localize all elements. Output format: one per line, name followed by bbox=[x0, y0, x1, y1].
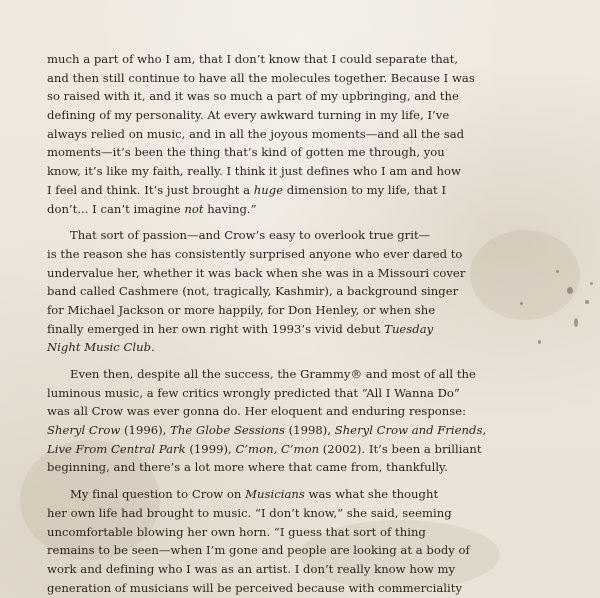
text-run: dimension to my life, that I bbox=[283, 182, 447, 197]
text-run: (1996), bbox=[120, 423, 171, 438]
text-run: (2002). It’s been a brilliant bbox=[319, 441, 482, 456]
text-run: generation of musicians will be perceived because with commerciality bbox=[47, 580, 463, 595]
paragraph bbox=[47, 485, 553, 597]
italic-text-run: not bbox=[184, 201, 204, 216]
text-line bbox=[47, 338, 553, 357]
text-line bbox=[47, 143, 553, 162]
paragraph bbox=[47, 226, 553, 357]
text-run: and then still continue to have all the molecules together. Because I was bbox=[47, 70, 475, 85]
text-line bbox=[47, 402, 553, 421]
text-run: for Michael Jackson or more happily, for Don Henley, or when she bbox=[47, 302, 436, 317]
article-text bbox=[47, 50, 553, 597]
text-line bbox=[47, 162, 553, 181]
text-line bbox=[47, 541, 553, 560]
text-line bbox=[47, 245, 553, 264]
text-line bbox=[47, 560, 553, 579]
italic-text-run: Sheryl Crow and Friends, bbox=[334, 423, 487, 438]
text-run: know, it’s like my faith, really. I think it just defines who I am and how bbox=[47, 164, 461, 179]
stain-mark bbox=[567, 287, 573, 294]
text-line bbox=[47, 421, 553, 440]
paragraph-gap bbox=[47, 357, 553, 365]
text-run: so raised with it, and it was so much a part of my upbringing, and the bbox=[47, 89, 459, 104]
stain-mark bbox=[556, 270, 559, 273]
italic-text-run: The Globe Sessions bbox=[170, 423, 285, 438]
text-run: having.” bbox=[203, 201, 257, 216]
text-run: finally emerged in her own right with 1993’s vivid debut bbox=[47, 321, 385, 336]
text-run: Even then, despite all the success, the Grammy® and most of all the bbox=[70, 367, 476, 381]
text-line bbox=[47, 504, 553, 523]
stain-mark bbox=[590, 282, 593, 285]
text-run: . bbox=[151, 340, 155, 355]
italic-text-run: Night Music Club bbox=[47, 340, 152, 355]
text-run: undervalue her, whether it was back when she was in a Missouri cover bbox=[47, 265, 466, 280]
text-run: was what she thought bbox=[304, 487, 439, 502]
italic-text-run: Live From Central Park bbox=[47, 441, 186, 456]
text-line bbox=[47, 226, 553, 245]
paragraph-gap bbox=[47, 218, 553, 226]
text-run: luminous music, a few critics wrongly predicted that “All I Wanna Do” bbox=[47, 385, 460, 400]
text-run: don’t... I can’t imagine bbox=[47, 201, 185, 216]
paragraph bbox=[47, 50, 553, 218]
text-line bbox=[47, 301, 553, 320]
text-line bbox=[47, 365, 553, 384]
text-run: My final question to Crow on bbox=[70, 487, 246, 502]
text-run: (1998), bbox=[284, 423, 335, 438]
text-line bbox=[47, 181, 553, 200]
text-run: work and defining who I was as an artist. I don’t really know how my bbox=[47, 561, 456, 576]
text-line bbox=[47, 440, 553, 459]
italic-text-run: C’mon, C’mon bbox=[235, 441, 320, 456]
text-line bbox=[47, 106, 553, 125]
italic-text-run: Sheryl Crow bbox=[47, 423, 121, 438]
text-run: I feel and think. It’s just brought a bbox=[47, 182, 254, 197]
italic-text-run: huge bbox=[253, 182, 284, 197]
text-run: That sort of passion—and Crow’s easy to overlook true grit— bbox=[70, 228, 431, 243]
text-run: moments—it’s been the thing that’s kind of gotten me through, you bbox=[47, 145, 445, 160]
text-run: much a part of who I am, that I don’t know that I could separate that, bbox=[47, 52, 459, 66]
text-run: was all Crow was ever gonna do. Her eloquent and enduring response: bbox=[47, 404, 467, 419]
paragraph-gap bbox=[47, 477, 553, 485]
text-line bbox=[47, 384, 553, 403]
italic-text-run: Tuesday bbox=[384, 321, 434, 336]
text-line bbox=[47, 523, 553, 542]
text-run: uncomfortable blowing her own horn. “I guess that sort of thing bbox=[47, 524, 426, 539]
text-line bbox=[47, 282, 553, 301]
text-line bbox=[47, 125, 553, 144]
italic-text-run: Musicians bbox=[245, 487, 305, 502]
text-run: always relied on music, and in all the joyous moments—and all the sad bbox=[47, 126, 465, 141]
text-line bbox=[47, 69, 553, 88]
text-run: remains to be seen—when I’m gone and people are looking at a body of bbox=[47, 543, 470, 558]
text-run: beginning, and there’s a lot more where that came from, thankfully. bbox=[47, 460, 448, 475]
paragraph bbox=[47, 365, 553, 477]
stain-mark bbox=[585, 300, 589, 304]
text-line bbox=[47, 458, 553, 477]
text-line bbox=[47, 485, 553, 504]
text-run: her own life had brought to music. “I don’t know,” she said, seeming bbox=[47, 505, 452, 520]
text-line bbox=[47, 87, 553, 106]
text-line bbox=[47, 579, 553, 598]
text-line bbox=[47, 200, 553, 219]
stain-mark bbox=[574, 318, 578, 327]
text-run: (1999), bbox=[185, 441, 236, 456]
text-run: band called Cashmere (not, tragically, Kashmir), a background singer bbox=[47, 284, 459, 299]
text-line bbox=[47, 50, 553, 69]
text-run: is the reason she has consistently surprised anyone who ever dared to bbox=[47, 246, 463, 261]
text-line bbox=[47, 320, 553, 339]
text-line bbox=[47, 264, 553, 283]
text-run: defining of my personality. At every awkward turning in my life, I’ve bbox=[47, 108, 450, 123]
